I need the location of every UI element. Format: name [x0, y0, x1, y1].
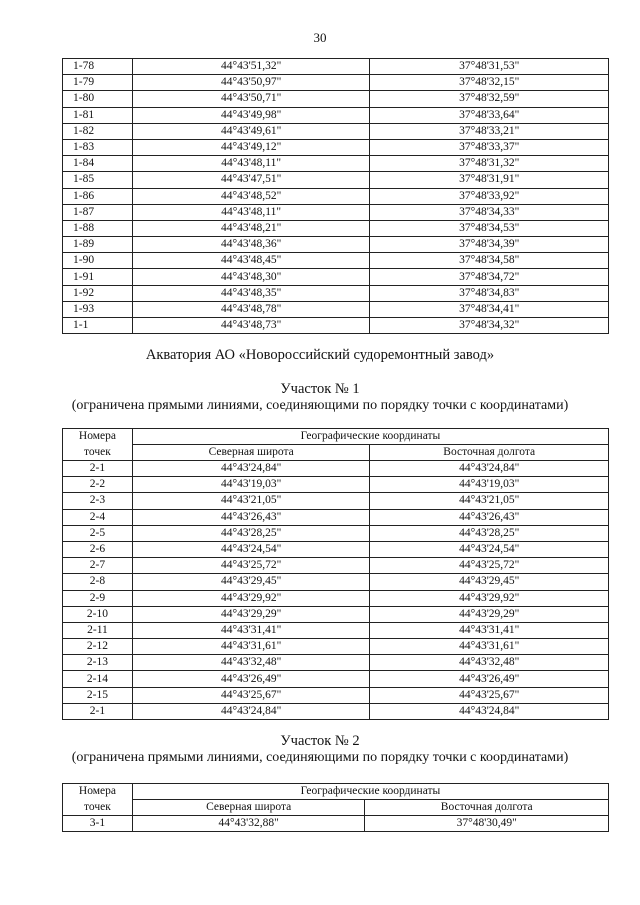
area-title: Акватория АО «Новороссийский судоремонтный завод»	[145, 347, 495, 363]
table-row	[63, 237, 609, 253]
longitude: 37°48'31,91"	[370, 172, 609, 188]
longitude: 37°48'33,37"	[370, 139, 609, 155]
table-row	[63, 703, 609, 719]
table-row	[63, 172, 609, 188]
table-row	[63, 622, 609, 638]
point-id: 1-79	[63, 75, 133, 91]
header-lat: Северная широта	[132, 445, 370, 461]
longitude: 37°48'31,32"	[370, 156, 609, 172]
latitude: 44°43'25,67"	[132, 687, 370, 703]
longitude: 37°48'34,58"	[370, 253, 609, 269]
table-row	[63, 687, 609, 703]
latitude: 44°43'47,51"	[132, 172, 370, 188]
latitude: 44°43'25,72"	[132, 558, 370, 574]
latitude: 44°43'48,36"	[132, 237, 370, 253]
latitude: 44°43'29,45"	[132, 574, 370, 590]
coordinates-table-continued	[62, 58, 609, 334]
table-row	[63, 590, 609, 606]
latitude: 44°43'49,98"	[132, 107, 370, 123]
latitude: 44°43'29,92"	[132, 590, 370, 606]
longitude: 37°48'34,32"	[370, 318, 609, 334]
longitude: 37°48'33,21"	[370, 123, 609, 139]
table-row	[63, 91, 609, 107]
header-number: Номера	[63, 429, 133, 445]
header-points: точек	[63, 800, 133, 816]
longitude: 44°43'24,84"	[370, 703, 609, 719]
longitude: 37°48'34,53"	[370, 220, 609, 236]
point-id: 1-78	[63, 59, 133, 75]
point-id: 1-85	[63, 172, 133, 188]
point-id: 1-84	[63, 156, 133, 172]
longitude: 44°43'24,84"	[370, 461, 609, 477]
table-row	[63, 606, 609, 622]
longitude: 44°43'25,72"	[370, 558, 609, 574]
point-id: 2-10	[63, 606, 133, 622]
longitude: 44°43'32,48"	[370, 655, 609, 671]
longitude: 44°43'24,54"	[370, 541, 609, 557]
point-id: 2-15	[63, 687, 133, 703]
latitude: 44°43'48,21"	[132, 220, 370, 236]
point-id: 2-3	[63, 493, 133, 509]
longitude: 37°48'34,72"	[370, 269, 609, 285]
latitude: 44°43'24,84"	[132, 703, 370, 719]
longitude: 37°48'34,39"	[370, 237, 609, 253]
latitude: 44°43'31,41"	[132, 622, 370, 638]
section-1-description: (ограничена прямыми линиями, соединяющими по порядку точки с координатами)	[71, 398, 569, 413]
point-id: 1-87	[63, 204, 133, 220]
point-id: 1-89	[63, 237, 133, 253]
longitude: 37°48'33,92"	[370, 188, 609, 204]
point-id: 1-83	[63, 139, 133, 155]
longitude: 44°43'29,92"	[370, 590, 609, 606]
latitude: 44°43'21,05"	[132, 493, 370, 509]
latitude: 44°43'50,97"	[132, 75, 370, 91]
header-geo: Географические координаты	[132, 784, 608, 800]
point-id: 1-93	[63, 301, 133, 317]
point-id: 1-81	[63, 107, 133, 123]
section-1-coordinates-table	[62, 428, 609, 720]
latitude: 44°43'48,45"	[132, 253, 370, 269]
point-id: 2-13	[63, 655, 133, 671]
latitude: 44°43'48,30"	[132, 269, 370, 285]
latitude: 44°43'48,11"	[132, 204, 370, 220]
longitude: 44°43'28,25"	[370, 525, 609, 541]
section-1-title: Участок № 1	[280, 381, 360, 397]
point-id: 2-8	[63, 574, 133, 590]
table-row	[63, 558, 609, 574]
table-row	[63, 541, 609, 557]
longitude: 37°48'34,33"	[370, 204, 609, 220]
longitude: 44°43'31,61"	[370, 639, 609, 655]
point-id: 2-11	[63, 622, 133, 638]
longitude: 44°43'31,41"	[370, 622, 609, 638]
table-row	[63, 639, 609, 655]
header-number: Номера	[63, 784, 133, 800]
point-id: 2-1	[63, 461, 133, 477]
longitude: 44°43'25,67"	[370, 687, 609, 703]
table-row	[63, 139, 609, 155]
point-id: 2-12	[63, 639, 133, 655]
latitude: 44°43'48,52"	[132, 188, 370, 204]
latitude: 44°43'24,84"	[132, 461, 370, 477]
point-id: 1-80	[63, 91, 133, 107]
header-geo: Географические координаты	[132, 429, 608, 445]
table-row	[63, 816, 609, 832]
longitude: 37°48'33,64"	[370, 107, 609, 123]
longitude: 44°43'19,03"	[370, 477, 609, 493]
point-id: 2-5	[63, 525, 133, 541]
table-row	[63, 253, 609, 269]
latitude: 44°43'26,43"	[132, 509, 370, 525]
header-points: точек	[63, 445, 133, 461]
latitude: 44°43'32,48"	[132, 655, 370, 671]
longitude: 37°48'31,53"	[370, 59, 609, 75]
point-id: 2-14	[63, 671, 133, 687]
latitude: 44°43'51,32"	[132, 59, 370, 75]
point-id: 1-88	[63, 220, 133, 236]
latitude: 44°43'19,03"	[132, 477, 370, 493]
table-row	[63, 156, 609, 172]
longitude: 37°48'34,83"	[370, 285, 609, 301]
header-lat: Северная широта	[132, 800, 365, 816]
latitude: 44°43'24,54"	[132, 541, 370, 557]
longitude: 44°43'29,29"	[370, 606, 609, 622]
table-row	[63, 525, 609, 541]
table-row	[63, 59, 609, 75]
latitude: 44°43'49,61"	[132, 123, 370, 139]
table-row	[63, 188, 609, 204]
point-id: 1-92	[63, 285, 133, 301]
table-3-body	[63, 816, 609, 832]
table-row	[63, 671, 609, 687]
section-2-coordinates-table	[62, 783, 609, 832]
latitude: 44°43'29,29"	[132, 606, 370, 622]
latitude: 44°43'48,35"	[132, 285, 370, 301]
table-row	[63, 461, 609, 477]
latitude: 44°43'48,11"	[132, 156, 370, 172]
longitude: 44°43'21,05"	[370, 493, 609, 509]
table-row	[63, 477, 609, 493]
latitude: 44°43'32,88"	[132, 816, 365, 832]
header-lon: Восточная долгота	[370, 445, 609, 461]
point-id: 1-91	[63, 269, 133, 285]
point-id: 2-6	[63, 541, 133, 557]
longitude: 37°48'30,49"	[365, 816, 609, 832]
point-id: 1-82	[63, 123, 133, 139]
longitude: 44°43'26,49"	[370, 671, 609, 687]
table-1-body	[63, 59, 609, 334]
point-id: 1-86	[63, 188, 133, 204]
table-row	[63, 285, 609, 301]
table-row	[63, 204, 609, 220]
table-row	[63, 301, 609, 317]
header-lon: Восточная долгота	[365, 800, 609, 816]
table-row	[63, 493, 609, 509]
point-id: 2-7	[63, 558, 133, 574]
latitude: 44°43'31,61"	[132, 639, 370, 655]
latitude: 44°43'48,78"	[132, 301, 370, 317]
table-row	[63, 107, 609, 123]
table-row	[63, 220, 609, 236]
table-2-body	[63, 461, 609, 720]
point-id: 1-90	[63, 253, 133, 269]
longitude: 37°48'32,15"	[370, 75, 609, 91]
point-id: 2-2	[63, 477, 133, 493]
table-row	[63, 269, 609, 285]
point-id: 2-1	[63, 703, 133, 719]
point-id: 2-9	[63, 590, 133, 606]
point-id: 3-1	[63, 816, 133, 832]
table-row	[63, 574, 609, 590]
longitude: 44°43'26,43"	[370, 509, 609, 525]
latitude: 44°43'50,71"	[132, 91, 370, 107]
table-row	[63, 123, 609, 139]
latitude: 44°43'49,12"	[132, 139, 370, 155]
longitude: 37°48'34,41"	[370, 301, 609, 317]
page-number: 30	[313, 30, 327, 45]
section-2-title: Участок № 2	[280, 733, 360, 749]
longitude: 44°43'29,45"	[370, 574, 609, 590]
latitude: 44°43'26,49"	[132, 671, 370, 687]
table-row	[63, 655, 609, 671]
longitude: 37°48'32,59"	[370, 91, 609, 107]
point-id: 2-4	[63, 509, 133, 525]
latitude: 44°43'48,73"	[132, 318, 370, 334]
table-row	[63, 509, 609, 525]
point-id: 1-1	[63, 318, 133, 334]
latitude: 44°43'28,25"	[132, 525, 370, 541]
table-row	[63, 75, 609, 91]
table-row	[63, 318, 609, 334]
section-2-description: (ограничена прямыми линиями, соединяющими по порядку точки с координатами)	[71, 750, 569, 765]
